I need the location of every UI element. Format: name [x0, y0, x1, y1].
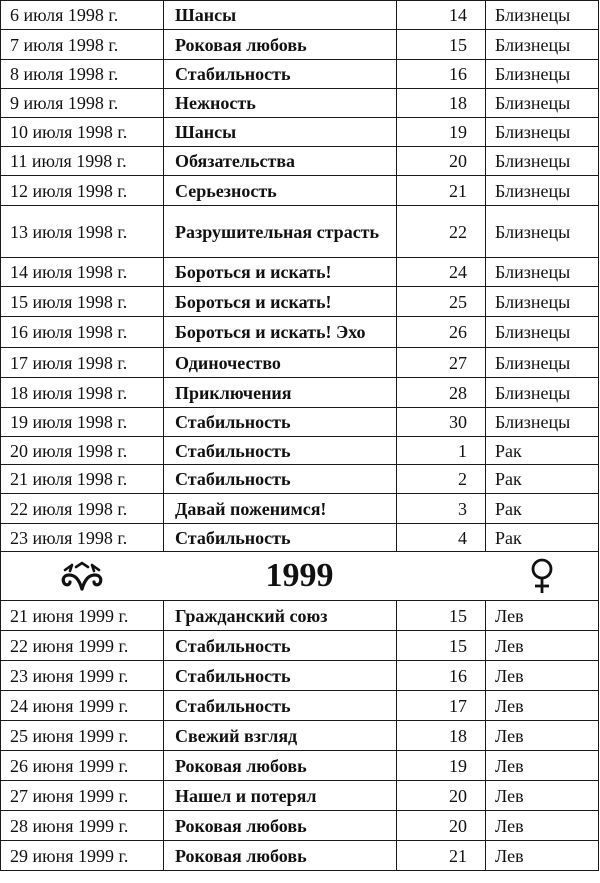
- table-row: [1, 258, 599, 287]
- date-cell: 13 июля 1998 г.: [1, 206, 164, 258]
- title-cell: Бороться и искать!: [164, 258, 397, 287]
- number-cell: 21: [397, 176, 486, 206]
- number-cell: 18: [397, 721, 486, 751]
- sign-cell: Близнецы: [486, 408, 599, 437]
- title-cell: Роковая любовь: [164, 751, 397, 781]
- table-row: [1, 437, 599, 465]
- sign-cell: Лев: [486, 631, 599, 661]
- sign-cell: Близнецы: [486, 287, 599, 317]
- sign-cell: Лев: [486, 841, 599, 871]
- sign-cell: Лев: [486, 661, 599, 691]
- date-cell: 27 июня 1999 г.: [1, 781, 164, 811]
- sign-cell: Рак: [486, 437, 599, 465]
- sign-cell: Близнецы: [486, 176, 599, 206]
- table-row: [1, 721, 599, 751]
- date-cell: 23 июля 1998 г.: [1, 524, 164, 552]
- number-cell: 3: [397, 494, 486, 524]
- number-cell: 1: [397, 437, 486, 465]
- title-cell: Шансы: [164, 1, 397, 30]
- title-cell: Нашел и потерял: [164, 781, 397, 811]
- number-cell: 15: [397, 601, 486, 631]
- sign-cell: Лев: [486, 601, 599, 631]
- table-row: [1, 147, 599, 176]
- table-row: [1, 841, 599, 871]
- year-divider: [1, 552, 599, 601]
- table-row: [1, 601, 599, 631]
- date-cell: 29 июня 1999 г.: [1, 841, 164, 871]
- number-cell: 17: [397, 691, 486, 721]
- date-cell: 14 июля 1998 г.: [1, 258, 164, 287]
- sign-cell: Лев: [486, 721, 599, 751]
- table-row: [1, 408, 599, 437]
- date-cell: 21 июня 1999 г.: [1, 601, 164, 631]
- date-cell: 9 июля 1998 г.: [1, 89, 164, 118]
- table-row: [1, 781, 599, 811]
- title-cell: Серьезность: [164, 176, 397, 206]
- date-cell: 7 июля 1998 г.: [1, 30, 164, 60]
- table-row: [1, 176, 599, 206]
- title-cell: Нежность: [164, 89, 397, 118]
- number-cell: 20: [397, 147, 486, 176]
- date-cell: 20 июля 1998 г.: [1, 437, 164, 465]
- table-row: [1, 118, 599, 147]
- date-cell: 8 июля 1998 г.: [1, 60, 164, 89]
- title-cell: Обязательства: [164, 147, 397, 176]
- table-row: [1, 631, 599, 661]
- date-cell: 19 июля 1998 г.: [1, 408, 164, 437]
- number-cell: 19: [397, 118, 486, 147]
- date-cell: 17 июля 1998 г.: [1, 348, 164, 378]
- sign-cell: Лев: [486, 751, 599, 781]
- date-cell: 22 июня 1999 г.: [1, 631, 164, 661]
- number-cell: 26: [397, 317, 486, 348]
- table-row: [1, 60, 599, 89]
- number-cell: 20: [397, 781, 486, 811]
- date-cell: 23 июня 1999 г.: [1, 661, 164, 691]
- table-row: [1, 206, 599, 258]
- date-cell: 21 июля 1998 г.: [1, 465, 164, 494]
- date-cell: 22 июля 1998 г.: [1, 494, 164, 524]
- title-cell: Стабильность: [164, 661, 397, 691]
- date-cell: 6 июля 1998 г.: [1, 1, 164, 30]
- table-row: [1, 494, 599, 524]
- number-cell: 4: [397, 524, 486, 552]
- date-cell: 24 июня 1999 г.: [1, 691, 164, 721]
- sign-cell: Близнецы: [486, 348, 599, 378]
- sign-cell: Близнецы: [486, 378, 599, 408]
- sign-cell: Близнецы: [486, 118, 599, 147]
- title-cell: Роковая любовь: [164, 811, 397, 841]
- title-cell: Роковая любовь: [164, 30, 397, 60]
- number-cell: 25: [397, 287, 486, 317]
- sign-cell: Близнецы: [486, 89, 599, 118]
- number-cell: 21: [397, 841, 486, 871]
- title-cell: Стабильность: [164, 465, 397, 494]
- number-cell: 20: [397, 811, 486, 841]
- title-cell: Свежий взгляд: [164, 721, 397, 751]
- table-row: [1, 661, 599, 691]
- date-cell: 16 июля 1998 г.: [1, 317, 164, 348]
- title-cell: Шансы: [164, 118, 397, 147]
- title-cell: Стабильность: [164, 60, 397, 89]
- table-row: [1, 811, 599, 841]
- sign-cell: Лев: [486, 781, 599, 811]
- date-cell: 10 июля 1998 г.: [1, 118, 164, 147]
- table-row: [1, 465, 599, 494]
- date-cell: 28 июня 1999 г.: [1, 811, 164, 841]
- number-cell: 16: [397, 661, 486, 691]
- table-row: [1, 89, 599, 118]
- number-cell: 30: [397, 408, 486, 437]
- number-cell: 22: [397, 206, 486, 258]
- date-cell: 15 июля 1998 г.: [1, 287, 164, 317]
- title-cell: Бороться и искать!: [164, 287, 397, 317]
- sign-cell: Близнецы: [486, 30, 599, 60]
- sign-cell: Близнецы: [486, 258, 599, 287]
- date-cell: 18 июля 1998 г.: [1, 378, 164, 408]
- title-cell: Разрушительная страсть: [164, 206, 397, 258]
- date-cell: 11 июля 1998 г.: [1, 147, 164, 176]
- table-row: [1, 287, 599, 317]
- sign-cell: Рак: [486, 524, 599, 552]
- title-cell: Приключения: [164, 378, 397, 408]
- table-row: [1, 524, 599, 552]
- table-row: [1, 348, 599, 378]
- sign-cell: Близнецы: [486, 60, 599, 89]
- sign-cell: Близнецы: [486, 147, 599, 176]
- number-cell: 15: [397, 631, 486, 661]
- sign-cell: Рак: [486, 494, 599, 524]
- venus-icon: [528, 557, 556, 595]
- number-cell: 27: [397, 348, 486, 378]
- number-cell: 2: [397, 465, 486, 494]
- title-cell: Стабильность: [164, 408, 397, 437]
- title-cell: Бороться и искать! Эхо: [164, 317, 397, 348]
- sign-cell: Близнецы: [486, 206, 599, 258]
- sign-cell: Близнецы: [486, 317, 599, 348]
- number-cell: 24: [397, 258, 486, 287]
- number-cell: 16: [397, 60, 486, 89]
- date-cell: 26 июня 1999 г.: [1, 751, 164, 781]
- sign-cell: Рак: [486, 465, 599, 494]
- number-cell: 28: [397, 378, 486, 408]
- year-heading: 1999: [265, 557, 334, 594]
- table-row: [1, 691, 599, 721]
- table-row: [1, 751, 599, 781]
- sign-cell: Близнецы: [486, 1, 599, 30]
- table-row: [1, 317, 599, 348]
- table-row: [1, 378, 599, 408]
- sign-cell: Лев: [486, 811, 599, 841]
- number-cell: 18: [397, 89, 486, 118]
- number-cell: 14: [397, 1, 486, 30]
- title-cell: Стабильность: [164, 691, 397, 721]
- table-row: [1, 30, 599, 60]
- title-cell: Стабильность: [164, 631, 397, 661]
- date-cell: 25 июня 1999 г.: [1, 721, 164, 751]
- table-row: [1, 1, 599, 30]
- number-cell: 19: [397, 751, 486, 781]
- title-cell: Роковая любовь: [164, 841, 397, 871]
- date-cell: 12 июля 1998 г.: [1, 176, 164, 206]
- title-cell: Одиночество: [164, 348, 397, 378]
- sign-cell: Лев: [486, 691, 599, 721]
- number-cell: 15: [397, 30, 486, 60]
- title-cell: Гражданский союз: [164, 601, 397, 631]
- year-band: [1, 552, 598, 600]
- year-divider-row: [1, 552, 599, 601]
- title-cell: Стабильность: [164, 437, 397, 465]
- title-cell: Стабильность: [164, 524, 397, 552]
- title-cell: Давай поженимся!: [164, 494, 397, 524]
